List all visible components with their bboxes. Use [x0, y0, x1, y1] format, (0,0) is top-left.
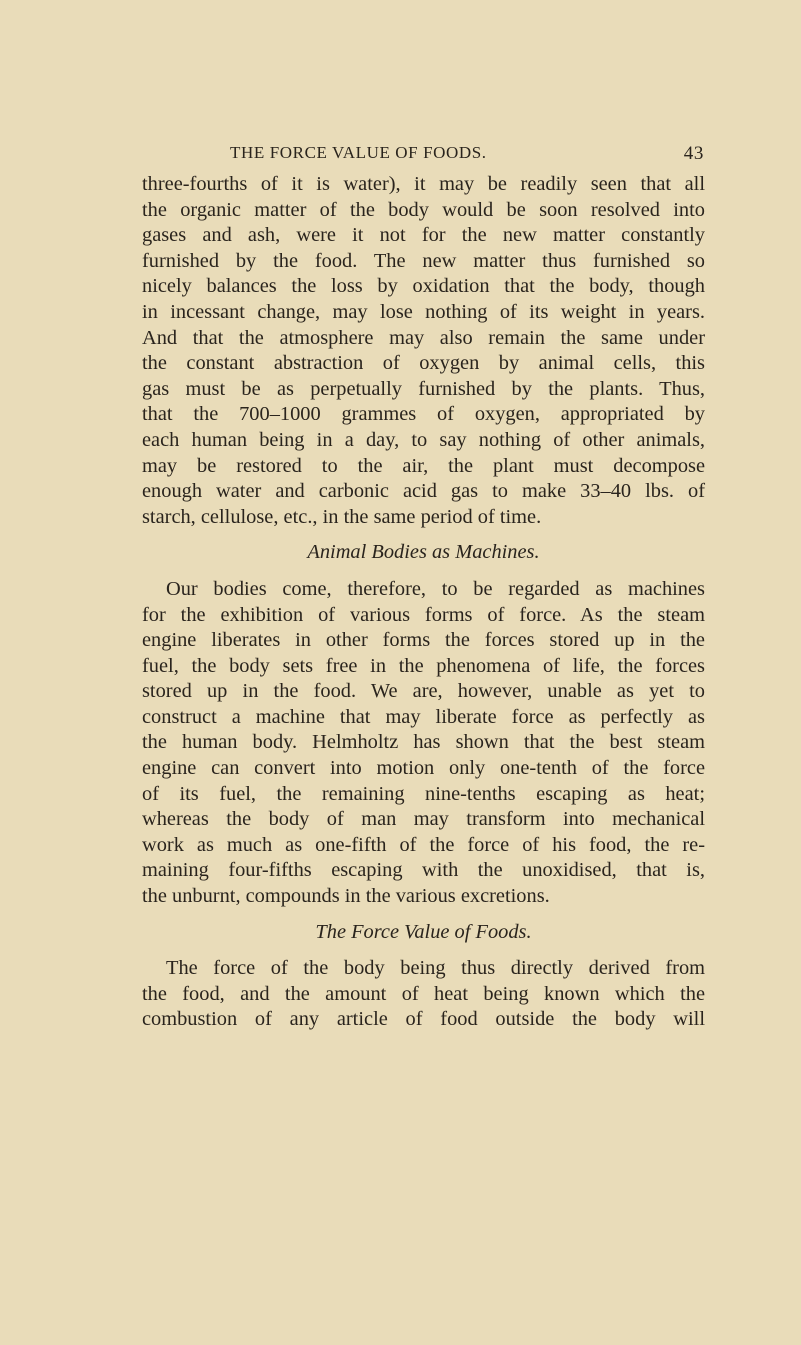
text-line: The force of the body being thus directly derived from [166, 957, 705, 980]
text-line: nicely balances the loss by oxidation that the body, though [142, 275, 705, 298]
text-line: in incessant change, may lose nothing of its weight in years. [142, 300, 705, 323]
text-line: fuel, the body sets free in the phenomena of life, the forces [142, 654, 705, 677]
text-line: gas must be as perpetually furnished by the plants. Thus, [142, 377, 705, 400]
text-line: the food, and the amount of heat being known which the [142, 982, 705, 1005]
text-line: the human body. Helmholtz has shown that the best steam [142, 731, 705, 754]
text-line: three-fourths of it is water), it may be readily seen that all [142, 173, 705, 195]
page-header [142, 143, 704, 167]
paragraph-2 [142, 577, 705, 910]
text-line: the organic matter of the body would be soon resolved into [142, 198, 705, 221]
text-line: gases and ash, were it not for the new matter constantly [142, 224, 705, 247]
text-line: starch, cellulose, etc., in the same period of time. [142, 505, 542, 528]
text-line: Our bodies come, therefore, to be regarded as machines [166, 577, 705, 600]
paragraph-3 [142, 956, 705, 1033]
text-line: And that the atmosphere may also remain the same under [142, 326, 705, 349]
text-line: combustion of any article of food outside the body will [142, 1008, 705, 1031]
text-line: stored up in the food. We are, however, unable as yet to [142, 680, 705, 703]
text-line: whereas the body of man may transform into mechanical [142, 808, 705, 831]
text-line: of its fuel, the remaining nine-tenths escaping as heat; [142, 782, 705, 805]
text-line: enough water and carbonic acid gas to make 33–40 lbs. of [142, 480, 705, 503]
text-line: may be restored to the air, the plant must decompose [142, 454, 705, 477]
text-line: that the 700–1000 grammes of oxygen, appropriated by [142, 403, 705, 426]
text-line: construct a machine that may liberate force as perfectly as [142, 705, 705, 728]
text-line: work as much as one-fifth of the force of his food, the re- [142, 833, 705, 856]
text-line: the constant abstraction of oxygen by animal cells, this [142, 352, 705, 375]
running-title: THE FORCE VALUE OF FOODS. [230, 143, 487, 162]
text-line: engine liberates in other forms the forces stored up in the [142, 629, 705, 652]
text-line: each human being in a day, to say nothing of other animals, [142, 428, 705, 451]
section-heading-force-value: The Force Value of Foods. [315, 920, 532, 943]
text-line: engine can convert into motion only one-tenth of the force [142, 757, 705, 780]
text-line: maining four-fifths escaping with the unoxidised, that is, [142, 859, 705, 882]
text-line: for the exhibition of various forms of force. As the steam [142, 603, 705, 626]
paragraph-1 [142, 172, 705, 530]
text-line: furnished by the food. The new matter thus furnished so [142, 249, 705, 272]
text-line: the unburnt, compounds in the various excretions. [142, 885, 550, 908]
page-number: 43 [683, 143, 704, 164]
section-heading-animal-bodies: Animal Bodies as Machines. [307, 541, 540, 564]
page-body [142, 172, 705, 1033]
